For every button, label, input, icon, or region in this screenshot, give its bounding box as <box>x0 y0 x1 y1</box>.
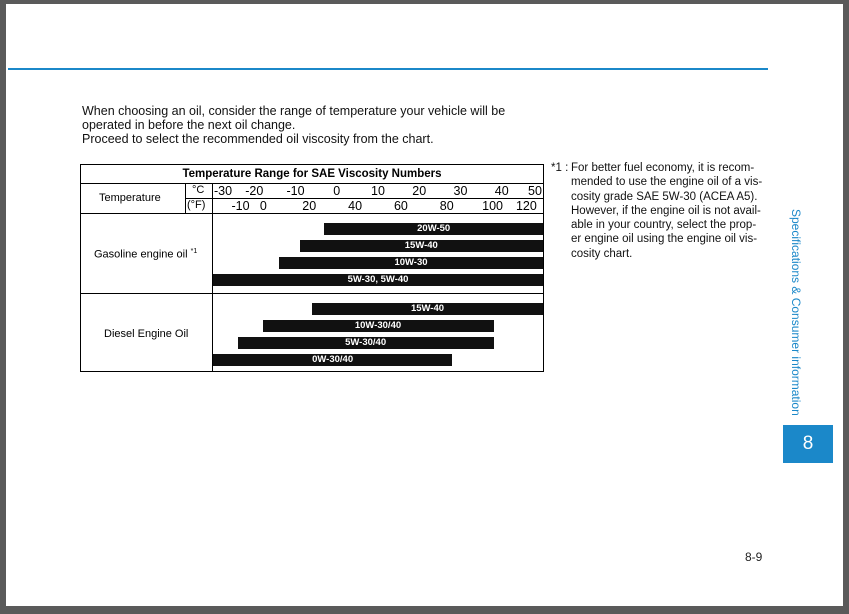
fahrenheit-unit: (°F) <box>187 199 206 211</box>
celsius-tick-label: -20 <box>245 184 264 198</box>
footnote-line: However, if the engine oil is not avail- <box>571 204 761 217</box>
footnote-marker: *1 : <box>551 162 569 174</box>
page-number: 8-9 <box>745 550 763 564</box>
celsius-unit: °C <box>192 184 205 196</box>
viscosity-bar: 15W-40 <box>300 240 543 252</box>
footnote-line: mended to use the engine oil of a vis- <box>571 176 763 189</box>
footnote-line: For better fuel economy, it is recom- <box>571 162 755 174</box>
viscosity-bar: 0W-30/40 <box>213 354 452 366</box>
fahrenheit-tick-label: 60 <box>393 199 408 213</box>
footnote-body <box>571 161 771 261</box>
celsius-tick-label: 0 <box>333 184 341 198</box>
header-rule <box>8 68 768 70</box>
diesel-label: Diesel Engine Oil <box>104 328 189 340</box>
fahrenheit-tick-label: 40 <box>348 199 363 213</box>
fahrenheit-tick-label: 100 <box>482 199 504 213</box>
celsius-tick-label: 30 <box>453 184 468 198</box>
fahrenheit-tick-label: 80 <box>439 199 454 213</box>
gasoline-label: Gasoline engine oil $^{*1}$ <box>94 248 198 261</box>
intro-paragraph <box>82 104 582 146</box>
viscosity-bar: 5W-30/40 <box>238 337 494 349</box>
footnote-line: able in your country, select the prop- <box>571 219 757 232</box>
viscosity-bar: 10W-30 <box>279 257 543 269</box>
viscosity-table <box>80 164 544 372</box>
intro-line-2: operated in before the next oil change. <box>82 118 296 132</box>
section-title: Specifications & Consumer information <box>789 209 803 416</box>
footnote-line: er engine oil using the engine oil vis- <box>571 233 758 246</box>
celsius-tick-label: 10 <box>371 184 385 198</box>
celsius-tick-label: 50 <box>528 184 542 198</box>
fahrenheit-tick-label: 120 <box>515 199 537 213</box>
footnote-line: cosity chart. <box>571 247 633 260</box>
footnote <box>551 161 771 261</box>
section-side-label <box>786 209 806 425</box>
viscosity-bar: 20W-50 <box>324 223 543 235</box>
chapter-tab[interactable]: 8 <box>783 425 833 463</box>
viscosity-bar: 5W-30, 5W-40 <box>213 274 543 286</box>
fahrenheit-tick-label: 20 <box>302 199 317 213</box>
gasoline-footnote-marker: *1 <box>190 248 198 255</box>
table-title: Temperature Range for SAE Viscosity Numbers <box>182 168 442 180</box>
temperature-label: Temperature <box>99 192 161 204</box>
celsius-tick-label: -10 <box>286 184 305 198</box>
manual-page <box>6 4 843 606</box>
viscosity-bar: 10W-30/40 <box>263 320 494 332</box>
intro-line-3: Proceed to select the recommended oil viscosity from the chart. <box>82 132 434 146</box>
intro-line-1: When choosing an oil, consider the range of temperature your vehicle will be <box>82 104 506 118</box>
fahrenheit-tick-label: 0 <box>259 199 267 213</box>
celsius-tick-label: 40 <box>494 184 509 198</box>
footnote-line: cosity grade SAE 5W-30 (ACEA A5). <box>571 190 758 203</box>
celsius-tick-label: 20 <box>412 184 427 198</box>
viscosity-bar: 15W-40 <box>312 303 543 315</box>
celsius-tick-label: -30 <box>213 184 233 198</box>
fahrenheit-tick-label: -10 <box>231 199 250 213</box>
